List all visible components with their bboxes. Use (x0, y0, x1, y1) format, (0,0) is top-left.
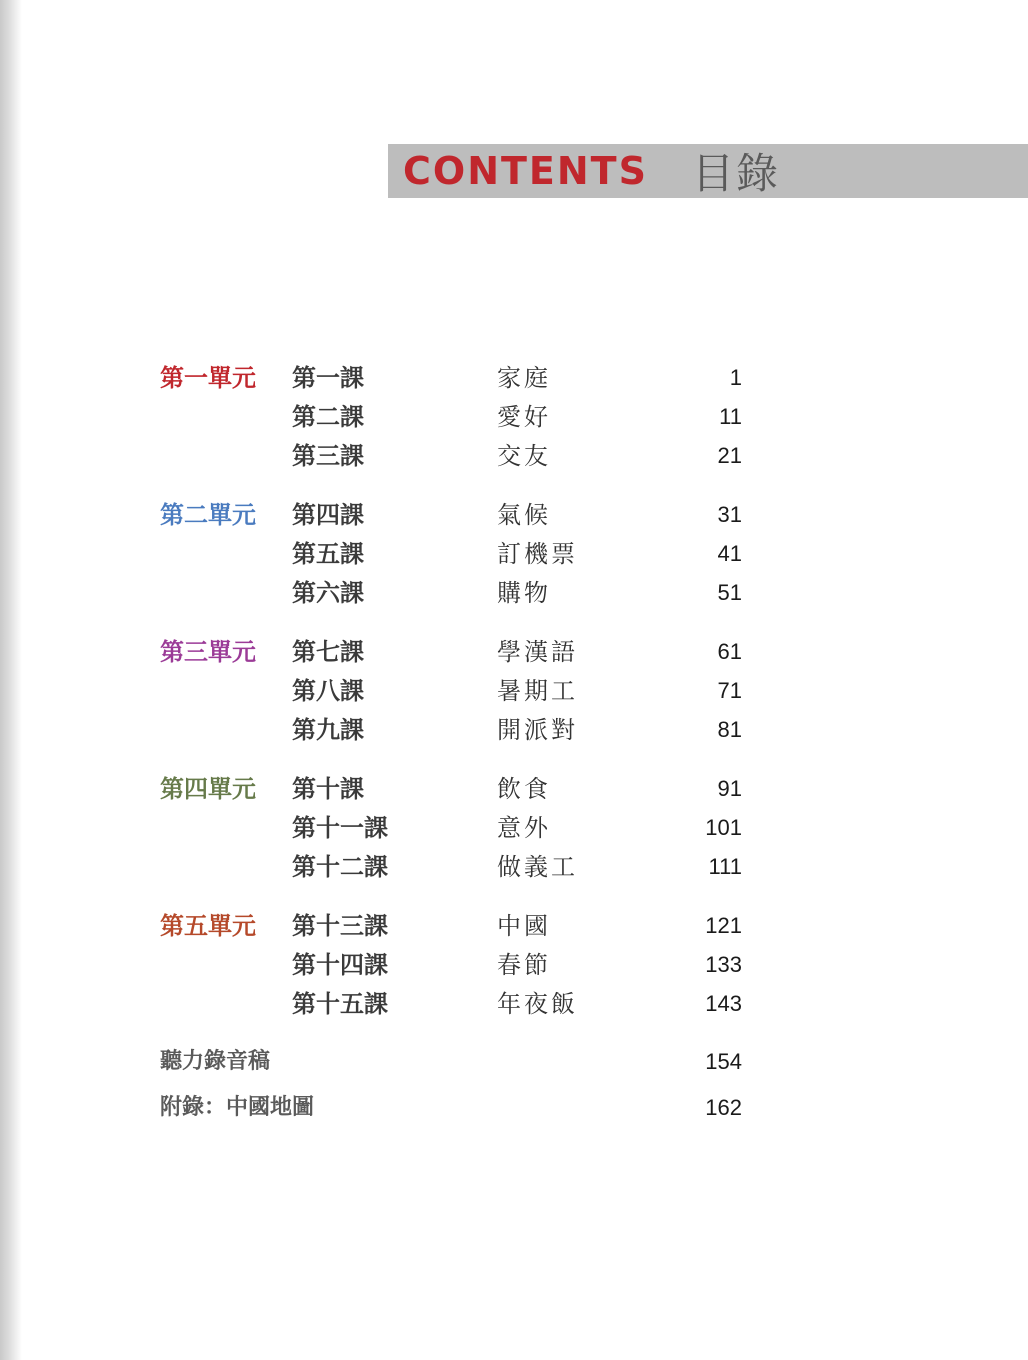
toc-entry-lesson-6[interactable] (0, 578, 1028, 608)
unit-4-label: 第四單元 (160, 775, 256, 803)
contents-title-zh: 目錄 (691, 149, 780, 198)
toc-entry-lesson-12[interactable] (0, 852, 1028, 882)
page-number: 11 (719, 404, 742, 429)
unit-1-label: 第一單元 (160, 364, 256, 392)
toc-entry-lesson-7[interactable] (0, 637, 1028, 667)
page-number: 1 (729, 365, 742, 390)
lesson-number: 第八課 (292, 676, 364, 705)
page-number: 121 (705, 913, 742, 938)
page-number: 21 (717, 443, 742, 468)
toc-entry-listening-scripts[interactable] (0, 1047, 1028, 1077)
lesson-title: 飲食 (497, 775, 551, 803)
lesson-title: 做義工 (497, 853, 578, 881)
toc-entry-lesson-9[interactable] (0, 715, 1028, 745)
lesson-number: 第十一課 (292, 813, 388, 842)
lesson-title: 中國 (497, 912, 551, 940)
page-number: 51 (717, 580, 742, 605)
toc-entry-lesson-13[interactable] (0, 911, 1028, 941)
lesson-number: 第十二課 (292, 852, 388, 881)
page-number: 162 (705, 1095, 742, 1120)
toc-entry-lesson-1[interactable] (0, 363, 1028, 393)
page-number: 143 (705, 991, 742, 1016)
page-number: 41 (717, 541, 742, 566)
lesson-title: 春節 (497, 951, 551, 979)
lesson-title: 暑期工 (497, 677, 578, 705)
lesson-number: 第六課 (292, 578, 364, 607)
page-number: 71 (717, 678, 742, 703)
lesson-number: 第四課 (292, 500, 364, 529)
page-number: 101 (705, 815, 742, 840)
page-number: 133 (705, 952, 742, 977)
contents-title-en: CONTENTS (403, 149, 648, 193)
page-number: 31 (717, 502, 742, 527)
toc-entry-lesson-15[interactable] (0, 989, 1028, 1019)
toc-entry-lesson-8[interactable] (0, 676, 1028, 706)
toc-entry-lesson-2[interactable] (0, 402, 1028, 432)
extra-label: 聽力錄音稿 (160, 1049, 271, 1074)
lesson-number: 第一課 (292, 363, 364, 392)
lesson-title: 家庭 (497, 364, 551, 392)
extra-label: 附錄：中國地圖 (160, 1095, 315, 1120)
lesson-number: 第三課 (292, 441, 364, 470)
lesson-number: 第五課 (292, 539, 364, 568)
lesson-title: 學漢語 (497, 638, 578, 666)
page-number: 61 (717, 639, 742, 664)
unit-5-label: 第五單元 (160, 912, 256, 940)
lesson-title: 意外 (497, 814, 551, 842)
toc-entry-lesson-10[interactable] (0, 774, 1028, 804)
toc-entry-lesson-14[interactable] (0, 950, 1028, 980)
lesson-title: 購物 (497, 579, 551, 607)
toc-entry-lesson-4[interactable] (0, 500, 1028, 530)
lesson-title: 開派對 (497, 716, 578, 744)
lesson-number: 第十三課 (292, 911, 388, 940)
lesson-number: 第十五課 (292, 989, 388, 1018)
toc-entry-lesson-5[interactable] (0, 539, 1028, 569)
unit-3-label: 第三單元 (160, 638, 256, 666)
page-number: 154 (705, 1049, 742, 1074)
page-number: 111 (708, 854, 742, 879)
lesson-number: 第九課 (292, 715, 364, 744)
lesson-number: 第十四課 (292, 950, 388, 979)
page-number: 91 (717, 776, 742, 801)
lesson-number: 第十課 (292, 774, 364, 803)
toc-entry-appendix-map[interactable] (0, 1093, 1028, 1123)
page-number: 81 (717, 717, 742, 742)
toc-entry-lesson-11[interactable] (0, 813, 1028, 843)
lesson-title: 愛好 (497, 403, 551, 431)
lesson-number: 第七課 (292, 637, 364, 666)
toc-entry-lesson-3[interactable] (0, 441, 1028, 471)
lesson-title: 交友 (497, 442, 551, 470)
lesson-title: 訂機票 (497, 540, 578, 568)
unit-2-label: 第二單元 (160, 501, 256, 529)
lesson-number: 第二課 (292, 402, 364, 431)
lesson-title: 氣候 (497, 501, 551, 529)
lesson-title: 年夜飯 (497, 990, 578, 1018)
